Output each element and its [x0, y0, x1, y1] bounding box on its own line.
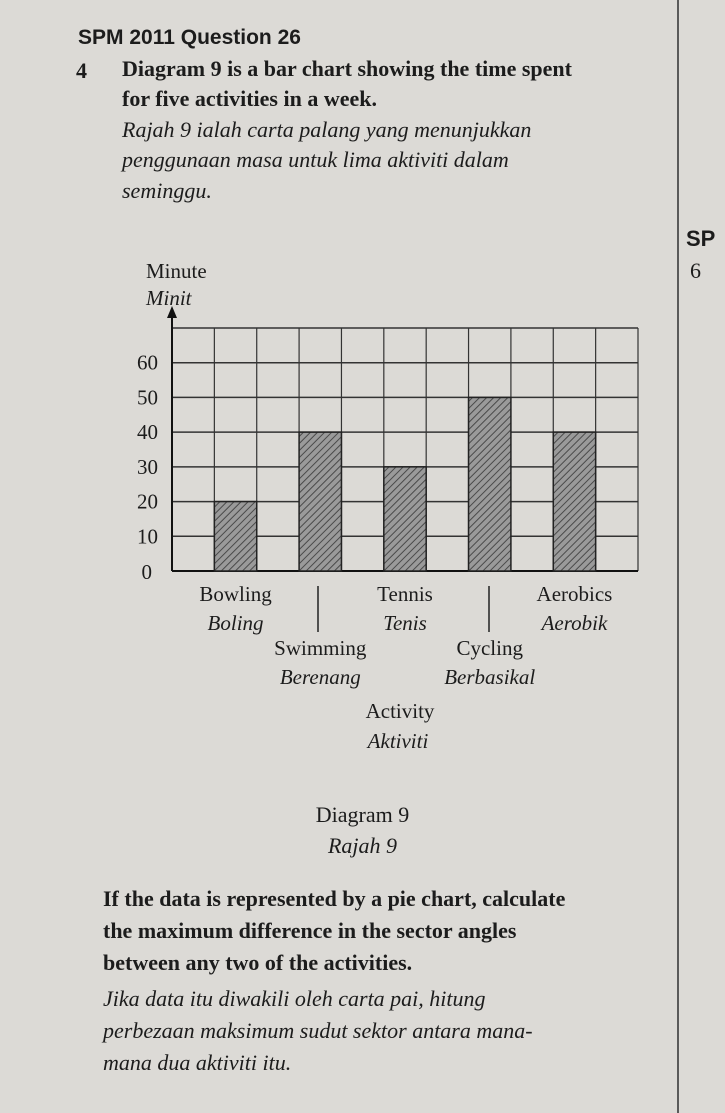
x-tick-label-ms: Tenis — [383, 611, 427, 635]
x-tick-label-ms: Berbasikal — [444, 665, 536, 689]
intro-en-line-2: for five activities in a week. — [122, 86, 377, 111]
caption-en: Diagram 9 — [315, 802, 410, 827]
task-ms-line-1: Jika data itu diwakili oleh carta pai, hitung — [103, 986, 486, 1011]
y-tick-label: 40 — [137, 420, 158, 445]
x-axis-title-ms: Aktiviti — [367, 729, 429, 753]
x-tick-label-en: Aerobics — [536, 582, 613, 606]
y-axis-title-en: Minute — [146, 259, 207, 283]
bar-cycling — [469, 397, 511, 571]
x-tick-label-en: Cycling — [456, 636, 523, 660]
x-tick-label-en: Bowling — [199, 582, 272, 606]
x-tick-label-ms: Aerobik — [541, 611, 608, 635]
side-margin-number: 6 — [690, 258, 701, 283]
bar-chart — [0, 240, 725, 760]
y-axis-title-ms: Minit — [146, 286, 192, 310]
task-ms-line-3: mana dua aktiviti itu. — [103, 1050, 292, 1075]
intro-en-line-1: Diagram 9 is a bar chart showing the time spent — [122, 56, 572, 81]
y-tick-label: 0 — [141, 560, 152, 584]
y-tick-label: 20 — [137, 489, 158, 514]
task-en-line-3: between any two of the activities. — [103, 950, 413, 975]
intro-ms-line-2: penggunaan masa untuk lima aktiviti dalam — [122, 147, 509, 172]
x-axis-title-en: Activity — [365, 699, 435, 723]
x-tick-label-en: Swimming — [274, 636, 367, 660]
page-header: SPM 2011 Question 26 — [78, 26, 301, 49]
task-en-line-1: If the data is represented by a pie chart, calculate — [103, 886, 566, 911]
intro-ms-line-1: Rajah 9 ialah carta palang yang menunjukkan — [122, 117, 532, 142]
intro-ms-line-3: seminggu. — [122, 178, 212, 203]
y-tick-label: 30 — [137, 454, 158, 479]
bar-bowling — [214, 502, 256, 571]
x-tick-label-ms: Boling — [207, 611, 264, 635]
y-tick-label: 60 — [137, 350, 158, 375]
task-en-line-2: the maximum difference in the sector angles — [103, 918, 517, 943]
caption-ms: Rajah 9 — [327, 833, 398, 858]
task-ms-line-2: perbezaan maksimum sudut sektor antara mana- — [103, 1018, 533, 1043]
y-tick-label: 50 — [137, 385, 158, 410]
bar-aerobics — [553, 432, 595, 571]
x-tick-label-ms: Berenang — [279, 665, 361, 689]
y-tick-label: 10 — [137, 524, 158, 549]
x-tick-label-en: Tennis — [377, 582, 433, 606]
bar-tennis — [384, 467, 426, 571]
bar-swimming — [299, 432, 341, 571]
question-number: 4 — [76, 58, 87, 83]
side-margin-label: SP — [686, 226, 716, 251]
